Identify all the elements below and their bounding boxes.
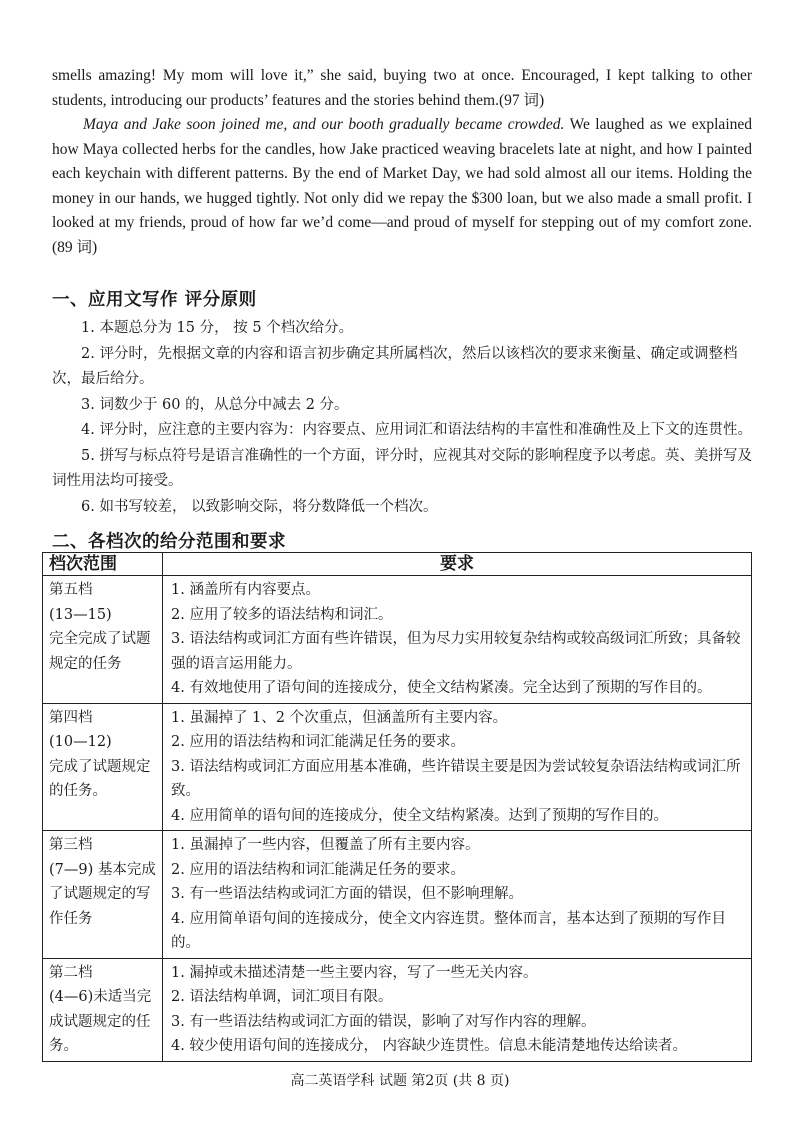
essay-paragraph-2-opener: Maya and Jake soon joined me, and our booth gradually became crowded.: [83, 116, 565, 133]
requirement-item: 3. 语法结构或词汇方面应用基本准确，些许错误主要是因为尝试较复杂语法结构或词汇所致。: [171, 758, 741, 799]
requirement-item: 1. 涵盖所有内容要点。: [171, 582, 320, 598]
essay-paragraph-1: smells amazing! My mom will love it,” she said, buying two at once. Encouraged, I kept talking to other students, introducing our products’ features and the stories behind them.(97 词): [52, 67, 752, 109]
header-requirements: 要求: [163, 553, 752, 576]
requirements-cell: [163, 703, 752, 831]
requirement-item: 4. 应用简单的语句间的连接成分，使全文结构紧凑。达到了预期的写作目的。: [171, 807, 668, 824]
table-row: [43, 576, 752, 704]
section-1-title: 一、应用文写作 评分原则: [52, 290, 257, 310]
level-name: 第三档: [49, 837, 93, 853]
table-row: [43, 958, 752, 1061]
requirements-cell: [163, 958, 752, 1061]
table-row: [43, 831, 752, 959]
rule-item: 1. 本题总分为 15 分， 按 5 个档次给分。: [81, 320, 354, 336]
requirement-item: 3. 有一些语法结构或词汇方面的错误，但不影响理解。: [171, 886, 523, 902]
essay-paragraph-2: [52, 113, 752, 260]
level-desc: 完成了试题规定的任务。: [49, 758, 151, 799]
rule-item: 3. 词数少于 60 的，从总分中减去 2 分。: [81, 396, 349, 413]
level-range: (10—12): [49, 734, 112, 750]
level-cell: [43, 703, 163, 831]
essay-paragraph-2-body: We laughed as we explained how Maya collected herbs for the candles, how Jake practiced weaving bracelets late at night, and how I painted each keychain with different patterns. By the end of Market Day, we had sold almost all our items. Holding the money in our hands, we hugged tightly. Not only did we repay the $300 loan, but we also made a small profit. I looked at my friends, proud of how far we’d come—and proud of myself for stepping out of my comfort zone. (89 词): [52, 116, 753, 256]
level-name: 第五档: [49, 582, 93, 598]
requirement-item: 4. 应用简单语句间的连接成分，使全文内容连贯。整体而言，基本达到了预期的写作目的。: [171, 910, 726, 951]
rule-item: 4. 评分时，应注意的主要内容为：内容要点、应用词汇和语法结构的丰富性和准确性及上下文的连贯性。: [81, 422, 752, 438]
rule-item: 2. 评分时，先根据文章的内容和语言初步确定其所属档次，然后以该档次的要求来衡量、确定或调整档次，最后给分。: [52, 345, 738, 387]
requirement-item: 3. 语法结构或词汇方面有些许错误，但为尽力实用较复杂结构或较高级词汇所致；具备较强的语言运用能力。: [171, 631, 741, 672]
requirement-item: 2. 应用了较多的语法结构和词汇。: [171, 606, 393, 623]
requirement-item: 3. 有一些语法结构或词汇方面的错误，影响了对写作内容的理解。: [171, 1013, 596, 1030]
level-desc: (4—6)未适当完成试题规定的任务。: [49, 989, 152, 1054]
scoring-rules: [52, 316, 752, 520]
requirements-cell: [163, 576, 752, 704]
level-name: 第二档: [49, 964, 93, 981]
level-desc: (7—9) 基本完成了试题规定的写作任务: [49, 861, 156, 927]
requirement-item: 4. 较少使用语句间的连接成分， 内容缺少连贯性。信息未能清楚地传达给读者。: [171, 1038, 688, 1054]
section-2-title: 二、各档次的给分范围和要求: [52, 532, 286, 552]
rule-item: 6. 如书写较差， 以致影响交际，将分数降低一个档次。: [81, 498, 438, 515]
requirement-item: 1. 漏掉或未描述清楚一些主要内容，写了一些无关内容。: [171, 964, 538, 981]
level-name: 第四档: [49, 709, 93, 726]
requirements-cell: [163, 831, 752, 959]
level-desc: 完全完成了试题规定的任务: [49, 631, 151, 672]
requirement-item: 2. 应用的语法结构和词汇能满足任务的要求。: [171, 734, 465, 750]
grading-table: [42, 552, 752, 1062]
requirement-item: 2. 语法结构单调，词汇项目有限。: [171, 989, 393, 1005]
requirement-item: 1. 虽漏掉了一些内容，但覆盖了所有主要内容。: [171, 837, 480, 853]
level-cell: [43, 576, 163, 704]
page-footer: 高二英语学科 试题 第2页 (共 8 页): [290, 1073, 510, 1089]
level-cell: [43, 831, 163, 959]
level-range: (13—15): [49, 606, 112, 623]
requirement-item: 2. 应用的语法结构和词汇能满足任务的要求。: [171, 861, 465, 878]
requirement-item: 4. 有效地使用了语句间的连接成分，使全文结构紧凑。完全达到了预期的写作目的。: [171, 680, 712, 696]
rule-item: 5. 拼写与标点符号是语言准确性的一个方面，评分时，应视其对交际的影响程度予以考虑。英、美拼写及词性用法均可接受。: [52, 447, 752, 489]
header-level: 档次范围: [43, 553, 163, 576]
requirement-item: 1. 虽漏掉了 1、2 个次重点，但涵盖所有主要内容。: [171, 709, 508, 726]
level-cell: [43, 958, 163, 1061]
table-row: [43, 703, 752, 831]
model-essay: [52, 64, 752, 260]
table-header-row: [43, 553, 752, 576]
